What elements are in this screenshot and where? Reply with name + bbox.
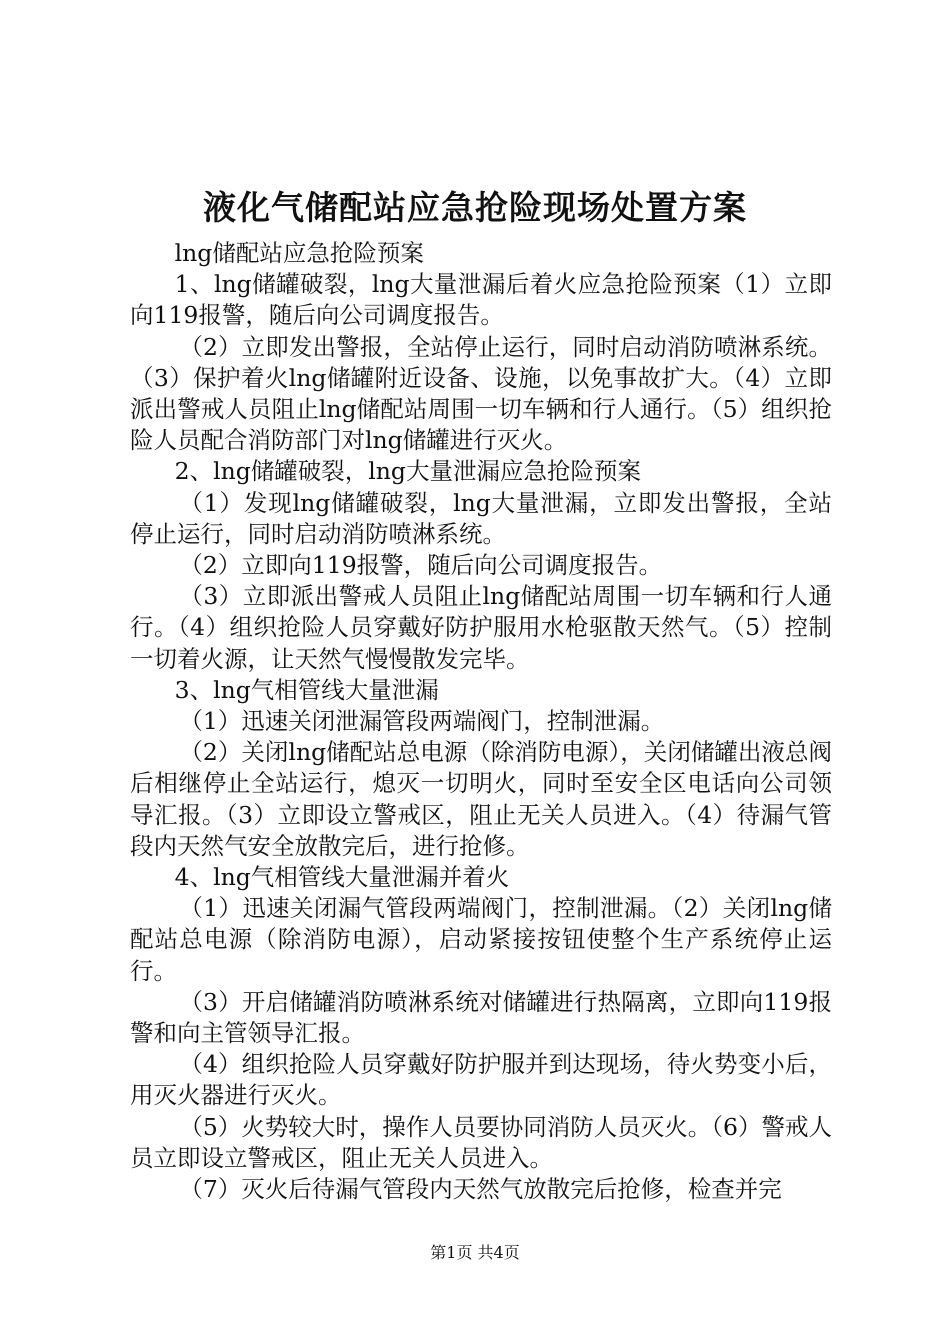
paragraph-section-2: 2、lng储罐破裂，lng大量泄漏应急抢险预案 bbox=[174, 457, 641, 486]
paragraph: （3）立即派出警戒人员阻止lng储配站周围一切车辆和行人通行。（4）组织抢险人员穿戴好防护服用水枪驱散天然气。（5）控制一切着火源，让天然气慢慢散发完毕。 bbox=[130, 582, 832, 673]
paragraph: （1）迅速关闭泄漏管段两端阀门，控制泄漏。 bbox=[179, 707, 665, 736]
paragraph: （7）灭火后待漏气管段内天然气放散完后抢修，检查并完 bbox=[179, 1175, 782, 1204]
paragraph: （5）火势较大时，操作人员要协同消防人员灭火。（6）警戒人员立即设立警戒区，阻止无关人员进入。 bbox=[130, 1112, 832, 1172]
document-title: 液化气储配站应急抢险现场处置方案 bbox=[203, 188, 747, 227]
paragraph-section-4: 4、lng气相管线大量泄漏并着火 bbox=[174, 863, 510, 892]
paragraph: （2）关闭lng储配站总电源（除消防电源），关闭储罐出液总阀后相继停止全站运行，熄灭一切明火，同时至安全区电话向公司领导汇报。（3）立即设立警戒区，阻止无关人员进入。（4）待漏气管段内天然气安全放散完后，进行抢修。 bbox=[130, 738, 832, 860]
paragraph-section-1: 1、lng储罐破裂，lng大量泄漏后着火应急抢险预案（1）立即向119报警，随后向公司调度报告。 bbox=[130, 270, 832, 330]
paragraph: （2）立即发出警报，全站停止运行，同时启动消防喷淋系统。（3）保护着火lng储罐附近设备、设施，以免事故扩大。（4）立即派出警戒人员阻止lng储配站周围一切车辆和行人通行。（5）组织抢险人员配合消防部门对lng储罐进行灭火。 bbox=[130, 332, 832, 455]
page-number-footer: 第1页 共4页 bbox=[430, 1243, 520, 1262]
paragraph-heading: lng储配站应急抢险预案 bbox=[174, 239, 424, 267]
document-body bbox=[130, 238, 832, 1205]
paragraph: （4）组织抢险人员穿戴好防护服并到达现场，待火势变小后，用灭火器进行灭火。 bbox=[130, 1050, 832, 1110]
paragraph: （2）立即向119报警，随后向公司调度报告。 bbox=[179, 551, 663, 580]
paragraph-section-3: 3、lng气相管线大量泄漏 bbox=[174, 675, 439, 704]
paragraph: （3）开启储罐消防喷淋系统对储罐进行热隔离，立即向119报警和向主管领导汇报。 bbox=[130, 987, 832, 1048]
paragraph: （1）发现lng储罐破裂，lng大量泄漏，立即发出警报，全站停止运行，同时启动消防喷淋系统。 bbox=[130, 488, 832, 548]
paragraph: （1）迅速关闭漏气管段两端阀门，控制泄漏。（2）关闭lng储配站总电源（除消防电源），启动紧接按钮使整个生产系统停止运行。 bbox=[130, 894, 832, 985]
